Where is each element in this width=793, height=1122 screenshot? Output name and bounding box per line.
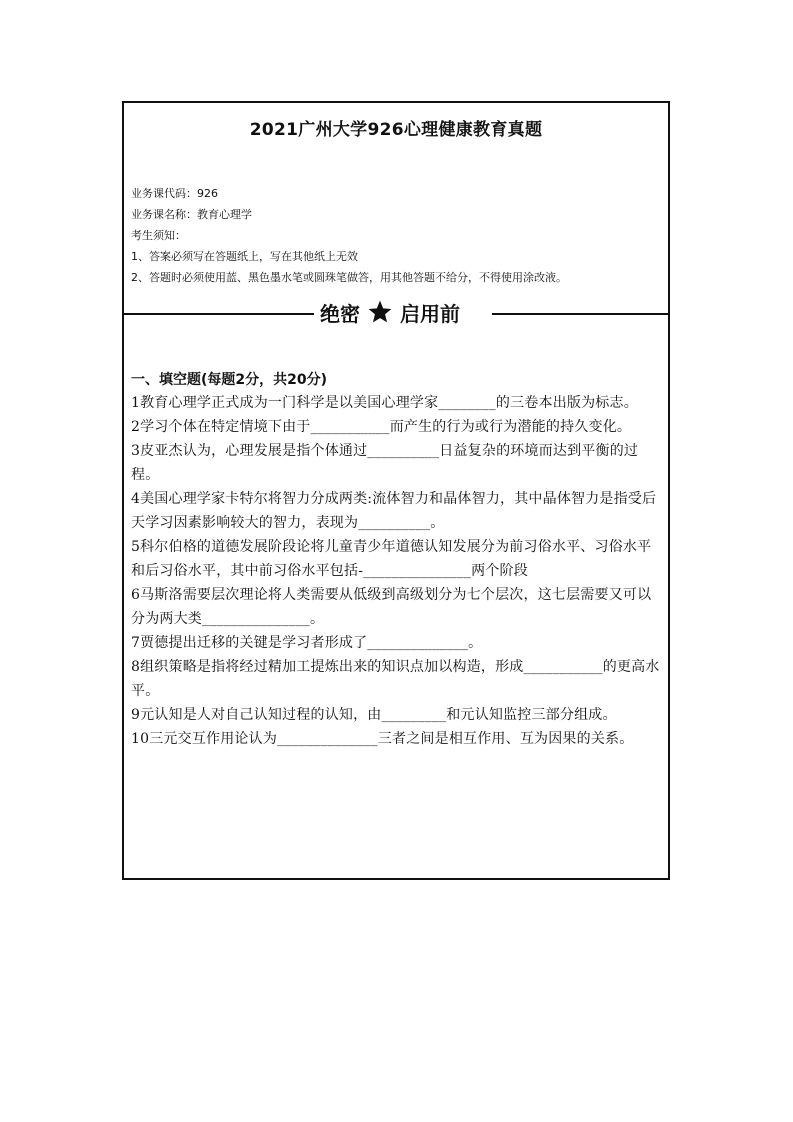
question-list <box>131 391 665 751</box>
question-5: 5科尔伯格的道德发展阶段论将儿童青少年道德认知发展分为前习俗水平、习俗水平和后习俗水平，其中前习俗水平包括-_______________两个阶段 <box>131 539 652 579</box>
seal-divider-left <box>124 313 314 315</box>
notice-item-2: 2、答题时必须使用蓝、黑色墨水笔或圆珠笔做答，用其他答题不给分，不得使用涂改液。 <box>131 271 567 284</box>
exam-title: 2021广州大学926心理健康教育真题 <box>249 120 543 140</box>
seal-right-text: 启用前 <box>400 302 460 326</box>
question-8: 8组织策略是指将经过精加工提炼出来的知识点加以构造，形成___________的更高水平。 <box>131 659 660 699</box>
question-3: 3皮亚杰认为，心理发展是指个体通过__________日益复杂的环境而达到平衡的过程。 <box>131 443 639 483</box>
question-7: 7贾德提出迁移的关键是学习者形成了______________。 <box>131 635 483 651</box>
course-code: 业务课代码：926 <box>131 187 218 200</box>
star-icon <box>367 299 393 325</box>
question-2: 2学习个体在特定情境下由于___________而产生的行为或行为潜能的持久变化。 <box>131 419 632 435</box>
seal-text <box>320 299 460 329</box>
question-4: 4美国心理学家卡特尔将智力分成两类:流体智力和晶体智力，其中晶体智力是指受后天学习因素影响较大的智力，表现为__________。 <box>131 491 657 531</box>
exam-meta <box>131 183 567 288</box>
confidential-seal <box>124 299 668 329</box>
exam-frame <box>122 101 670 880</box>
seal-divider-right <box>492 313 668 315</box>
seal-left-text: 绝密 <box>320 302 360 326</box>
question-10: 10三元交互作用论认为______________三者之间是相互作用、互为因果的关系。 <box>131 731 634 747</box>
notice-item-1: 1、答案必须写在答题纸上，写在其他纸上无效 <box>131 250 358 263</box>
section-title: 一、填空题(每题2分，共20分) <box>131 372 328 388</box>
question-6: 6马斯洛需要层次理论将人类需要从低级到高级划分为七个层次，这七层需要又可以分为两大类_______________。 <box>131 587 652 627</box>
course-name: 业务课名称：教育心理学 <box>131 208 252 221</box>
question-1: 1教育心理学正式成为一门科学是以美国心理学家________的三卷本出版为标志。 <box>131 395 638 411</box>
notice-label: 考生须知： <box>131 229 186 242</box>
question-9: 9元认知是人对自己认知过程的认知，由_________和元认知监控三部分组成。 <box>131 707 617 723</box>
